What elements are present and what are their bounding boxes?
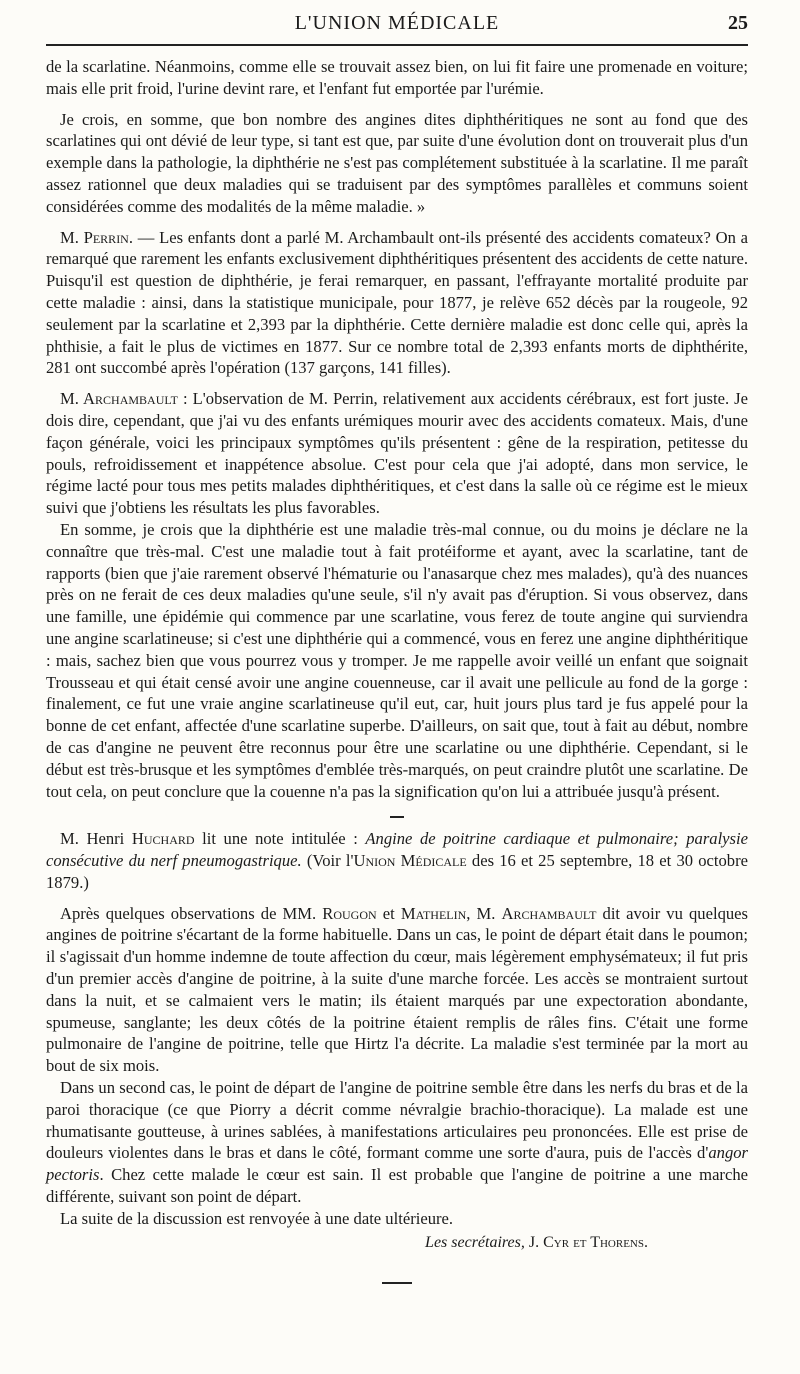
paragraph-4 xyxy=(46,388,748,519)
p8-text-a: Dans un second cas, le point de départ de l'angine de poitrine semble être dans les nerfs du bras et de la paroi thoracique (ce que Piorry a décrit comme névralgie brachio-thoracique). La malade est une rhumatisante goutteuse, à urines sablées, à manifestations articulaires peu prononcées. Elle est prise de douleurs violentes dans le bras et dans le côté, formant comme une sorte d'aura, puis de l'accès d' xyxy=(46,1078,748,1163)
p6-text-b: lit une note intitulée : xyxy=(202,829,358,849)
paragraph-3-text: Les enfants dont a parlé M. Archambault ont-ils présenté des accidents comateux? On a remarqué que rarement les enfants exclusivement diphthéritiques présentent des accidents de cette nature. Puisqu'il est question de diphthérie, je ferai remarquer, en passant, l'effrayante mortalité produite par cette maladie : ainsi, dans la statistique municipale, pour 1877, je relève 652 décès par la rougeole, 92 seulement par la scarlatine et 2,393 par la diphthérie. Cette dernière maladie est donc celle qui, après la phthisie, a fait le plus de victimes en 1877. Sur ce nombre total de 2,393 enfants morts de diphthérite, 281 ont succombé après l'opération (137 garçons, 141 filles). xyxy=(46,227,749,378)
page-header xyxy=(46,0,748,44)
p7-text-b: et xyxy=(382,903,395,923)
p7-text-c: , M. xyxy=(466,903,496,923)
paragraph-6 xyxy=(46,828,748,893)
speaker-archambault: M. Archambault : xyxy=(60,389,188,409)
p7-text-d: dit avoir vu quelques angines de poitrine s'écartant de la forme habituelle. Dans un cas, le point de départ était dans le poumon; il s'agissait d'un homme indemne de toute affection du cœur, mais légèrement emphysémateux; il fut pris d'un premier accès d'angine de poitrine, à la suite d'une marche forcée. Les accès se montraient surtout dans la nuit, et se calmaient vers le matin; ils étaient marqués par une expectoration abondante, spumeuse, sanglante; les deux côtés de la poitrine étaient remplis de râles fins. C'était une forme pulmonaire de l'angine de poitrine, telle que Hirtz l'a décrite. La maladie s'est terminée par la mort au bout de six mois. xyxy=(46,903,748,1076)
paragraph-8 xyxy=(46,1077,748,1208)
note-title: Angine de poitrine cardiaque et pulmonaire; paralysie consécutive du nerf pneumogastrique. xyxy=(46,829,748,871)
header-rule xyxy=(46,44,748,46)
p6-text-a: M. Henri xyxy=(60,829,125,849)
section-separator xyxy=(390,816,404,818)
name-archambault: Archambault xyxy=(501,903,597,923)
page-number: 25 xyxy=(728,12,748,34)
paragraph-5: En somme, je crois que la diphthérie est une maladie très-mal connue, ou du moins je déclare ne la connaître que très-mal. C'est une maladie tout à fait protéiforme et ayant, avec la scarlatine, tant de rapports (bien que j'aie rarement observé l'hématurie ou l'anasarque chez mes malades), qu'à des nuances près on ne ferait de ces deux maladies qu'une seule, s'il n'y avait pas d'éruption. Si vous observez, dans une famille, une épidémie qui commence par une scarlatine, vous ferez de toute angine qui surviendra une angine scarlatineuse; si c'est une diphthérie qui a commencé, vous en ferez une angine diphthéritique : mais, sachez bien que vous pourrez vous y tromper. Je me rappelle avoir veillé un enfant que soignait Trousseau et qui était censé avoir une angine couenneuse, car il avait une pellicule au fond de la gorge : finalement, ce fut une vraie angine scarlatineuse qu'il eut, car, huit jours plus tard je fus appelé pour la bonne de cet enfant, affectée d'une scarlatine superbe. D'ailleurs, on sait que, tout à fait au début, nombre de cas d'angine ne peuvent être reconnus pour être une scarlatine ou une diphthérie. Cependant, si le début est très-brusque et les symptômes d'emblée très-marqués, on peut craindre plutôt une scarlatine. De tout cela, on peut conclure que la couenne n'a pas la signification qu'on lui a attribuée jusqu'à présent. xyxy=(46,519,748,801)
paragraph-4-text: L'observation de M. Perrin, relativement aux accidents cérébraux, est fort juste. Je dois dire, cependant, que j'ai vu des enfants urémiques mourir avec des accidents comateux. Mais, d'une façon générale, voici les principaux symptômes qu'ils présentent : gêne de la respiration, petitesse du pouls, refroidissement et inappétence absolue. C'est pour cela que j'ai adopté, dans mon service, le régime lacté pour tous mes petits malades diphthéritiques, et c'est dans la salle où ce régime est le mieux suivi que j'obtiens les résultats les plus favorables. xyxy=(46,389,748,518)
p6-text-c: (Voir l' xyxy=(306,851,354,871)
name-rougon: Rougon xyxy=(322,903,377,923)
paragraph-2: Je crois, en somme, que bon nombre des angines dites diphthéritiques ne sont au fond que des scarlatines qui ont dévié de leur type, si tant est que, par suite d'une évolution dont on trouverait plus d'un exemple dans la pathologie, la diphthérie ne s'est pas complétement substituée à la scarlatine. Il me paraît assez rationnel que deux maladies qui se traduisent par des symptômes parallèles et communs soient considérées comme des modalités de la même maladie. » xyxy=(46,109,748,216)
journal-name: Union Médicale xyxy=(353,851,467,871)
signature-names: J. Cyr et Thorens. xyxy=(528,1233,648,1251)
p8-text-b: . Chez cette malade le cœur est sain. Il est probable que l'angine de poitrine a une marche différente, suivant son point de départ. xyxy=(46,1165,748,1207)
name-huchard: Huchard xyxy=(131,829,195,849)
signature-label: Les secrétaires, xyxy=(425,1233,525,1251)
p7-text-a: Après quelques observations de MM. xyxy=(60,903,317,923)
paragraph-3 xyxy=(46,227,748,380)
name-mathelin: Mathelin xyxy=(400,903,467,923)
signature xyxy=(46,1234,748,1252)
speaker-perrin: M. Perrin. — xyxy=(60,227,155,247)
paragraph-9: La suite de la discussion est renvoyée à une date ultérieure. xyxy=(60,1208,454,1228)
running-title: L'UNION MÉDICALE xyxy=(294,12,500,34)
paragraph-1: de la scarlatine. Néanmoins, comme elle se trouvait assez bien, on lui fit faire une promenade en voiture; mais elle prit froid, l'urine devint rare, et l'enfant fut emportée par l'urémie. xyxy=(46,57,748,98)
end-rule xyxy=(382,1282,412,1284)
angor-pectoris: angor pectoris xyxy=(46,1143,748,1185)
paragraph-7 xyxy=(46,903,748,1077)
p6-text-d: des 16 et 25 septembre, 18 et 30 octobre 1879.) xyxy=(46,851,748,892)
